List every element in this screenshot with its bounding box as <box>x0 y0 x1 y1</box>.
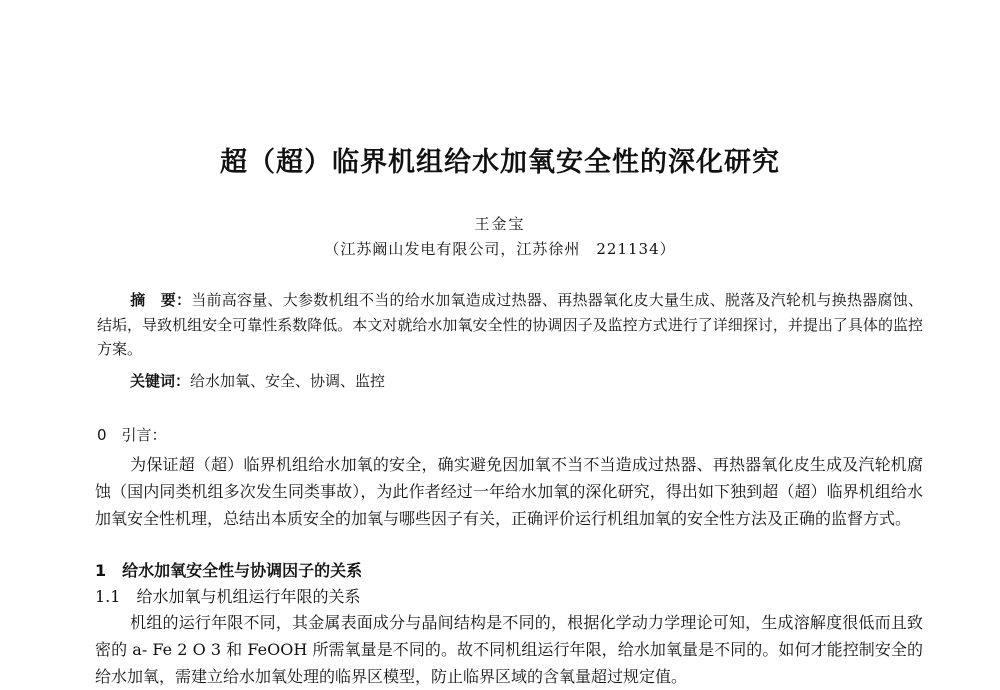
paper-title: 超（超）临界机组给水加氧安全性的深化研究 <box>220 147 780 178</box>
section-1-1-heading: 1.1 给水加氧与机组运行年限的关系 <box>95 587 361 606</box>
section-0-text: 为保证超（超）临界机组给水加氧的安全，确实避免因加氧不当不当造成过热器、再热器氧化皮生成及汽轮机腐蚀（国内同类机组多次发生同类事故），为此作者经过一年给水加氧的深化研究，得出如下独到超（超）临界机组给水加氧安全性机理，总结出本质安全的加氧与哪些因子有关，正确评价运行机组加氧的安全性方法及正确的监督方式。 <box>95 455 923 528</box>
author-affiliation: （江苏阚山发电有限公司，江苏徐州 221134） <box>324 240 676 258</box>
abstract-block <box>97 288 923 362</box>
keywords-text: 给水加氧、安全、协调、监控 <box>190 372 386 390</box>
section-0-heading: 0 引言： <box>97 426 167 444</box>
keywords-label: 关键词： <box>130 372 191 390</box>
abstract-text: 当前高容量、大参数机组不当的给水加氧造成过热器、再热器氧化皮大量生成、脱落及汽轮机与换热器腐蚀、结垢，导致机组安全可靠性系数降低。本文对就给水加氧安全性的协调因子及监控方式进行了详细探讨，并提出了具体的监控方案。 <box>97 291 923 358</box>
section-0-paragraph <box>95 451 923 532</box>
section-1-1-text: 机组的运行年限不同，其金属表面成分与晶间结构是不同的，根据化学动力学理论可知，生成溶解度很低而且致密的 a- Fe 2 O 3 和 FeOOH 所需氧量是不同的。故不同机组运行年限，给水加氧量是不同的。如何才能控制安全的给水加氧，需建立给水加氧处理的临界区模型，防止临界区域的含氧量超过规定值。 <box>95 613 923 686</box>
keywords-block <box>130 370 385 391</box>
section-1-1-paragraph <box>95 609 923 690</box>
author-name: 王金宝 <box>474 215 526 233</box>
abstract-label: 摘 要： <box>130 291 192 309</box>
section-1-heading: 1 给水加氧安全性与协调因子的关系 <box>95 561 363 580</box>
